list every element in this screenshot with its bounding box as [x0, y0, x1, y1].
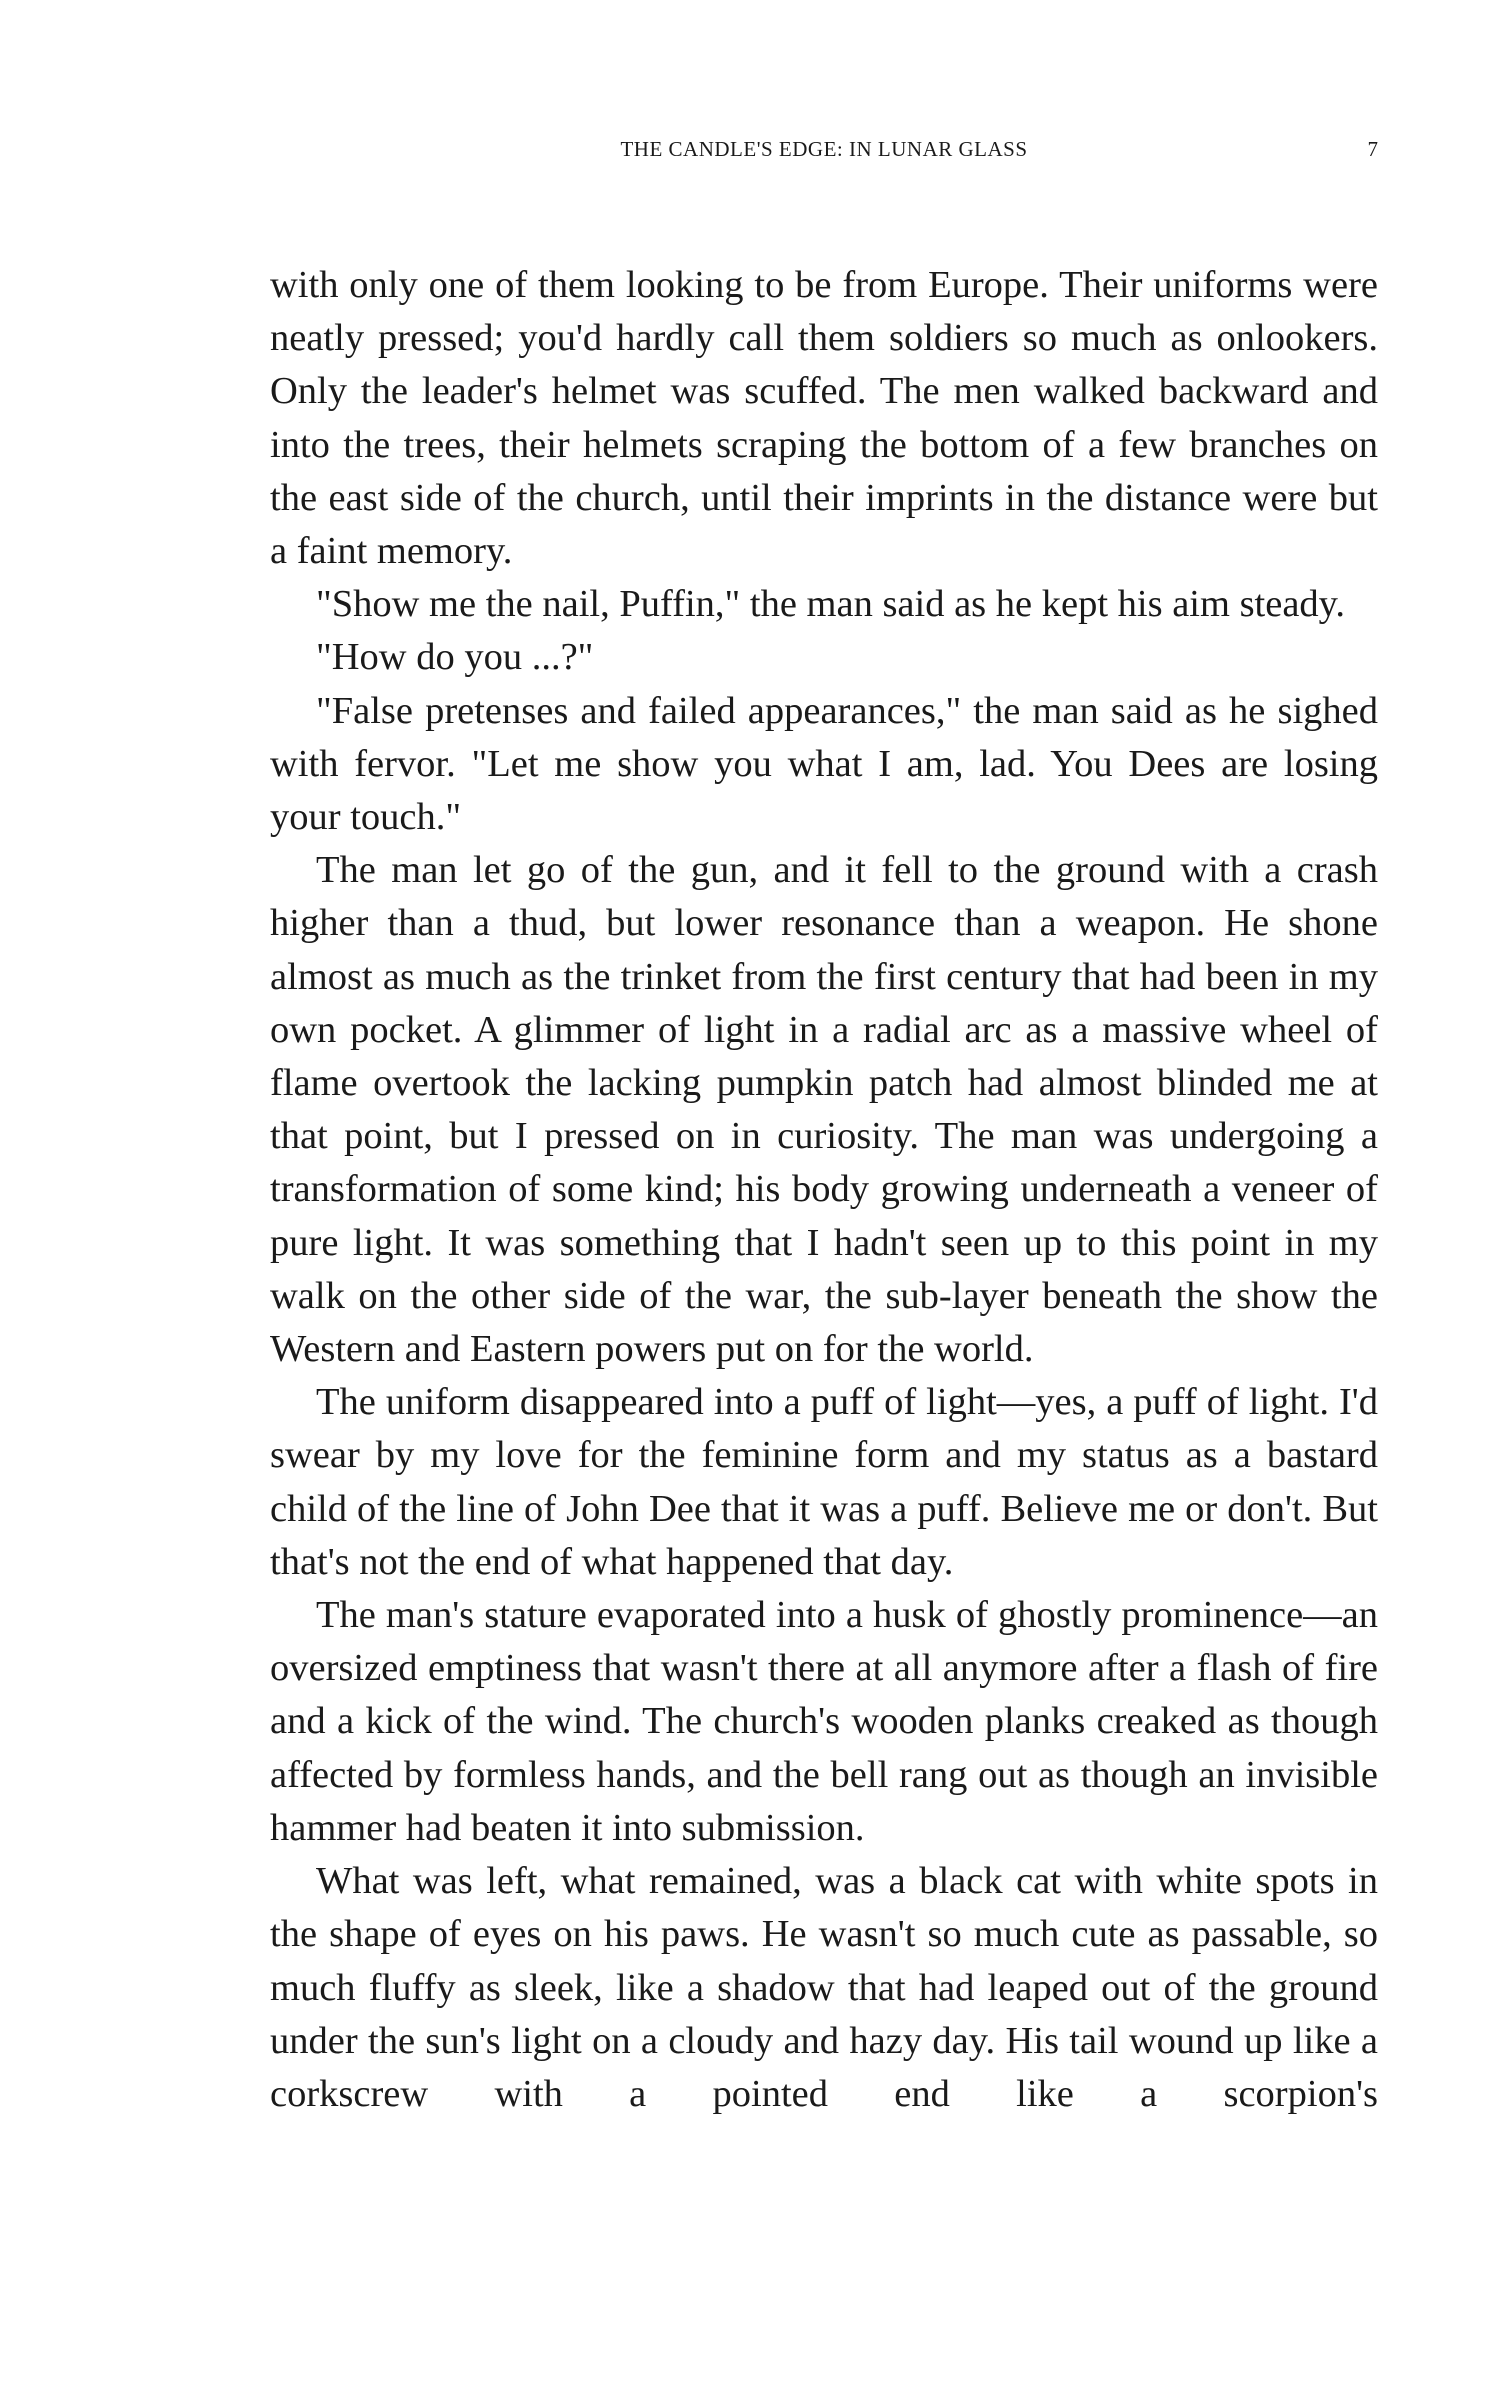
paragraph-3: "How do you ...?" — [316, 636, 594, 679]
paragraph-1: with only one of them looking to be from Europe. Their uniforms were neatly pressed; you'd hardly call them soldiers so much as onlookers. Only the leader's helmet was scuffed. The men walked backward and into the trees, their helmets scraping the bottom of a few branches on the east side of the church, until their imprints in the distance were but a faint memory. — [270, 264, 1378, 573]
page-number: 7 — [1367, 137, 1378, 161]
paragraph-5: The man let go of the gun, and it fell to the ground with a crash higher than a thud, but lower resonance than a weapon. He shone almost as much as the trinket from the first century that had been in my own pocket. A glimmer of light in a radial arc as a massive wheel of flame overtook the lacking pumpkin patch had almost blinded me at that point, but I pressed on in curiosity. The man was undergoing a transformation of some kind; his body growing underneath a veneer of pure light. It was something that I hadn't seen up to this point in my walk on the other side of the war, the sub-layer beneath the show the Western and Eastern powers put on for the world. — [270, 849, 1378, 1371]
running-header — [270, 134, 1378, 164]
paragraph-2: "Show me the nail, Puffin," the man said as he kept his aim steady. — [316, 583, 1346, 626]
body-text — [270, 259, 1378, 2121]
paragraph-4: "False pretenses and failed appearances," the man said as he sighed with fervor. "Let me show you what I am, lad. You Dees are losing your touch." — [270, 689, 1378, 839]
paragraph-6: The uniform disappeared into a puff of light—yes, a puff of light. I'd swear by my love for the feminine form and my status as a bastard child of the line of John Dee that it was a puff. Believe me or don't. But that's not the end of what happened that day. — [270, 1381, 1378, 1583]
running-title: THE CANDLE'S EDGE: IN LUNAR GLASS — [620, 137, 1028, 161]
paragraph-7: The man's stature evaporated into a husk of ghostly prominence—an oversized emptiness that wasn't there at all anymore after a flash of fire and a kick of the wind. The church's wooden planks creaked as though affected by formless hands, and the bell rang out as though an invisible hammer had beaten it into submission. — [270, 1594, 1378, 1849]
paragraph-8: What was left, what remained, was a black cat with white spots in the shape of eyes on his paws. He wasn't so much cute as passable, so much fluffy as sleek, like a shadow that had leaped out of the ground under the sun's light on a cloudy and hazy day. His tail wound up like a corkscrew with a pointed end like a scorpion's — [270, 1860, 1378, 2115]
